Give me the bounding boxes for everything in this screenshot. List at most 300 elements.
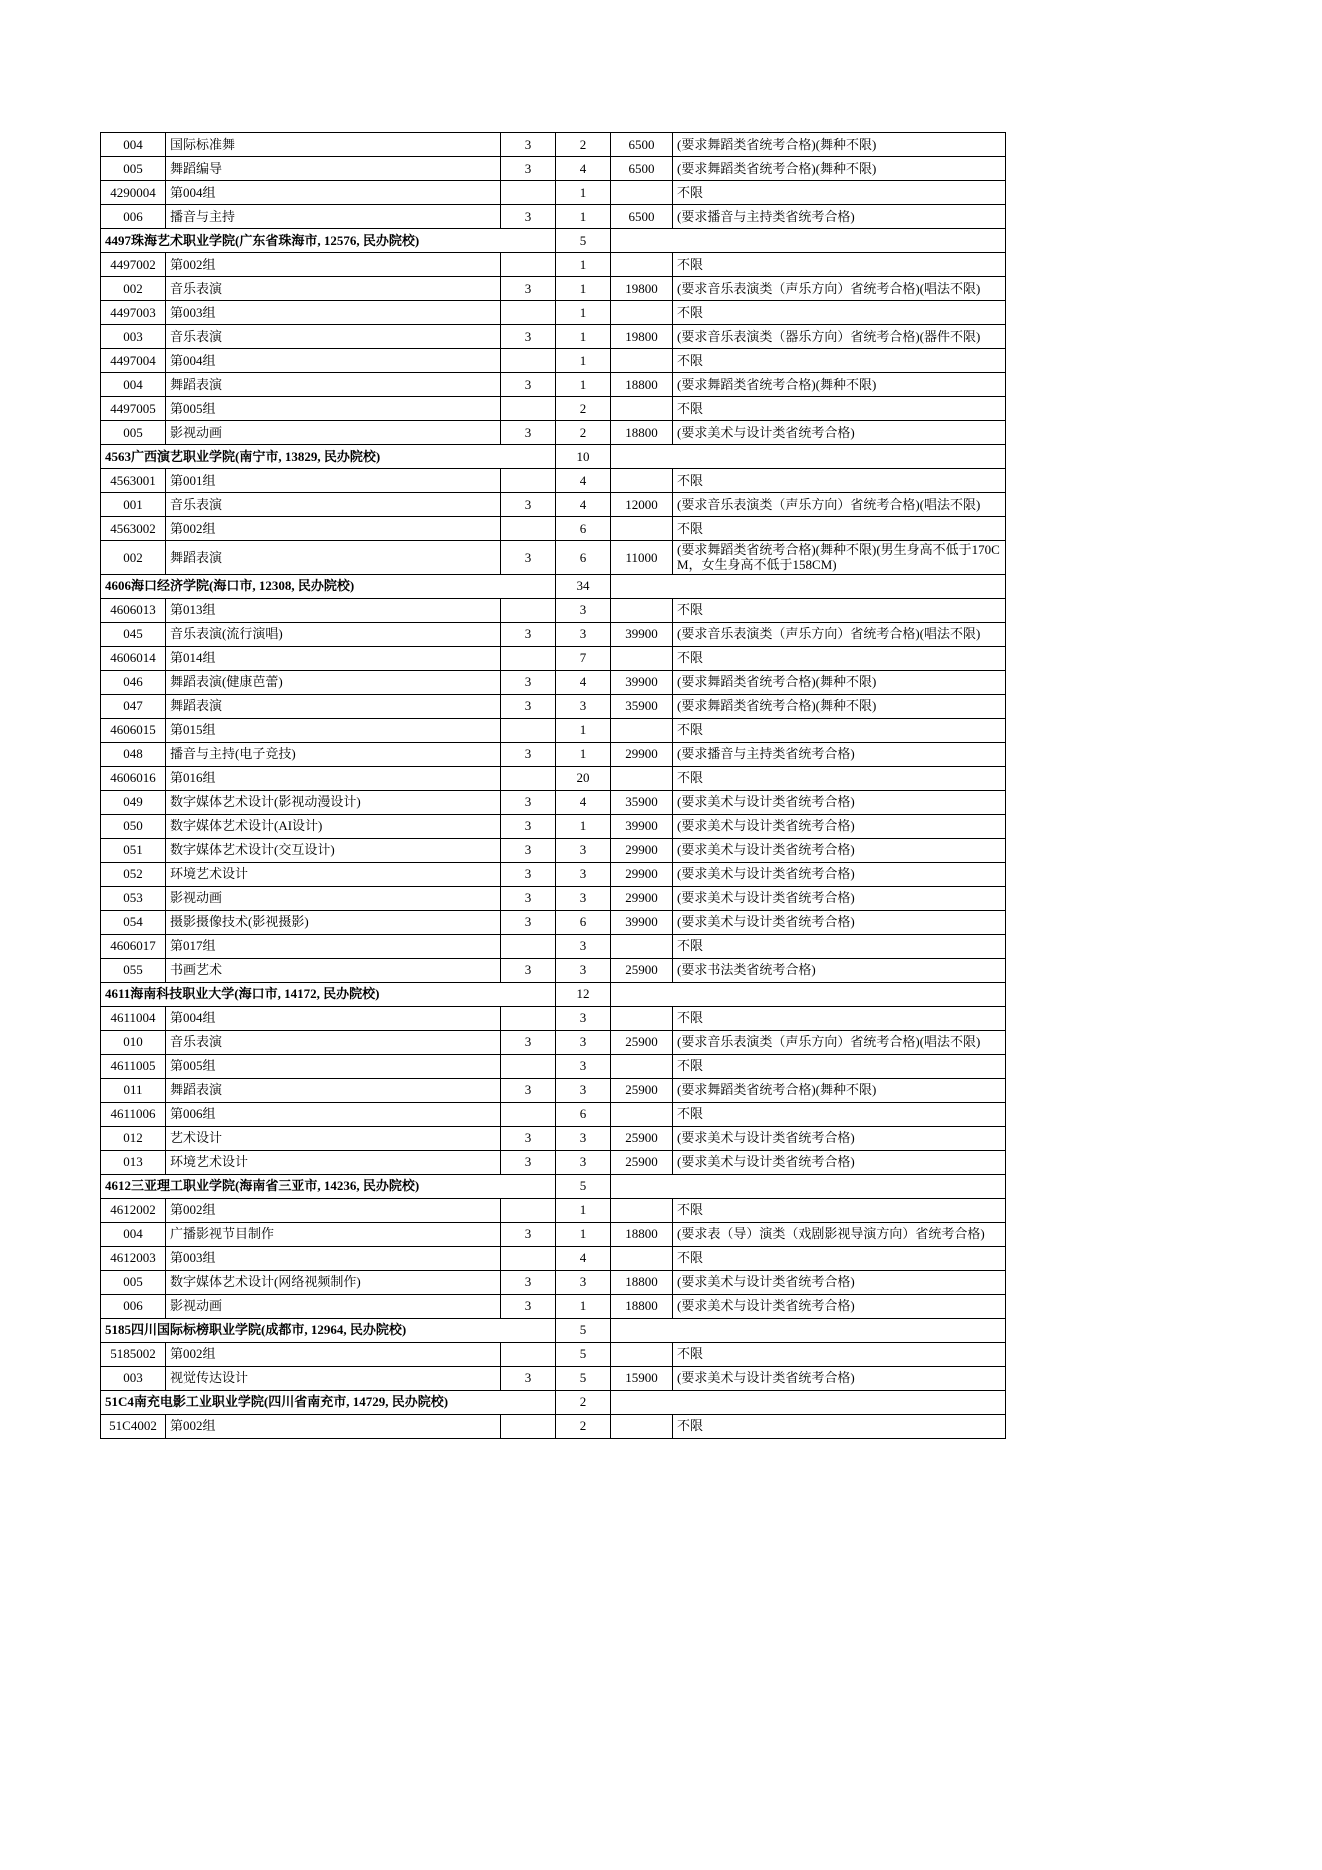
school-row [101, 1390, 1006, 1414]
group-restriction-cell: 不限 [673, 718, 1006, 742]
group-count-cell: 6 [556, 1102, 611, 1126]
plan-count-cell: 3 [556, 1150, 611, 1174]
group-name-cell: 第005组 [166, 397, 501, 421]
group-restriction-cell: 不限 [673, 1246, 1006, 1270]
group-row [101, 1102, 1006, 1126]
study-years-cell: 3 [501, 742, 556, 766]
major-name-cell: 舞蹈表演 [166, 373, 501, 397]
study-years-cell: 3 [501, 373, 556, 397]
plan-count-cell: 1 [556, 742, 611, 766]
major-code-cell: 047 [101, 694, 166, 718]
group-count-cell: 1 [556, 181, 611, 205]
plan-count-cell: 3 [556, 694, 611, 718]
group-restriction-cell: 不限 [673, 1102, 1006, 1126]
empty-fee-cell [611, 598, 673, 622]
major-name-cell: 影视动画 [166, 886, 501, 910]
empty-fee-cell [611, 181, 673, 205]
group-restriction-cell: 不限 [673, 301, 1006, 325]
group-name-cell: 第003组 [166, 1246, 501, 1270]
empty-fee-cell [611, 397, 673, 421]
study-years-cell: 3 [501, 670, 556, 694]
plan-count-cell: 3 [556, 862, 611, 886]
group-code-cell: 4606016 [101, 766, 166, 790]
requirement-cell: (要求播音与主持类省统考合格) [673, 205, 1006, 229]
group-row [101, 598, 1006, 622]
tuition-fee-cell: 18800 [611, 1294, 673, 1318]
plan-count-cell: 1 [556, 1222, 611, 1246]
group-code-cell: 51C4002 [101, 1414, 166, 1438]
tuition-fee-cell: 18800 [611, 1270, 673, 1294]
group-count-cell: 6 [556, 517, 611, 541]
empty-years-cell [501, 1414, 556, 1438]
group-code-cell: 4290004 [101, 181, 166, 205]
tuition-fee-cell: 35900 [611, 790, 673, 814]
requirement-cell: (要求舞蹈类省统考合格)(舞种不限)(男生身高不低于170CM，女生身高不低于158CM) [673, 541, 1006, 575]
study-years-cell: 3 [501, 1078, 556, 1102]
major-name-cell: 影视动画 [166, 1294, 501, 1318]
plan-count-cell: 3 [556, 1078, 611, 1102]
major-name-cell: 数字媒体艺术设计(影视动漫设计) [166, 790, 501, 814]
plan-count-cell: 3 [556, 622, 611, 646]
program-row [101, 622, 1006, 646]
requirement-cell: (要求美术与设计类省统考合格) [673, 886, 1006, 910]
group-restriction-cell: 不限 [673, 397, 1006, 421]
major-code-cell: 010 [101, 1030, 166, 1054]
group-name-cell: 第015组 [166, 718, 501, 742]
requirement-cell: (要求音乐表演类（声乐方向）省统考合格)(唱法不限) [673, 277, 1006, 301]
group-row [101, 1342, 1006, 1366]
plan-count-cell: 4 [556, 670, 611, 694]
group-name-cell: 第003组 [166, 301, 501, 325]
major-name-cell: 舞蹈表演(健康芭蕾) [166, 670, 501, 694]
group-name-cell: 第004组 [166, 181, 501, 205]
group-code-cell: 4611004 [101, 1006, 166, 1030]
major-code-cell: 006 [101, 205, 166, 229]
plan-count-cell: 1 [556, 325, 611, 349]
program-row [101, 1366, 1006, 1390]
school-plan-count-cell: 34 [556, 574, 611, 598]
tuition-fee-cell: 39900 [611, 910, 673, 934]
study-years-cell: 3 [501, 133, 556, 157]
group-restriction-cell: 不限 [673, 934, 1006, 958]
tuition-fee-cell: 11000 [611, 541, 673, 575]
tuition-fee-cell: 29900 [611, 886, 673, 910]
school-name-cell: 5185四川国际标榜职业学院(成都市, 12964, 民办院校) [101, 1318, 556, 1342]
program-row [101, 1270, 1006, 1294]
program-row [101, 670, 1006, 694]
tuition-fee-cell: 25900 [611, 958, 673, 982]
major-name-cell: 数字媒体艺术设计(网络视频制作) [166, 1270, 501, 1294]
group-count-cell: 1 [556, 1198, 611, 1222]
group-code-cell: 4606017 [101, 934, 166, 958]
empty-fee-cell [611, 301, 673, 325]
major-code-cell: 011 [101, 1078, 166, 1102]
empty-years-cell [501, 1246, 556, 1270]
group-name-cell: 第001组 [166, 469, 501, 493]
plan-count-cell: 1 [556, 373, 611, 397]
group-name-cell: 第006组 [166, 1102, 501, 1126]
empty-fee-cell [611, 1198, 673, 1222]
tuition-fee-cell: 29900 [611, 838, 673, 862]
group-count-cell: 4 [556, 1246, 611, 1270]
school-empty-cell [611, 445, 1006, 469]
major-code-cell: 046 [101, 670, 166, 694]
empty-fee-cell [611, 718, 673, 742]
school-row [101, 574, 1006, 598]
program-row [101, 421, 1006, 445]
requirement-cell: (要求舞蹈类省统考合格)(舞种不限) [673, 694, 1006, 718]
group-row [101, 301, 1006, 325]
school-name-cell: 4563广西演艺职业学院(南宁市, 13829, 民办院校) [101, 445, 556, 469]
requirement-cell: (要求音乐表演类（声乐方向）省统考合格)(唱法不限) [673, 493, 1006, 517]
program-row [101, 493, 1006, 517]
group-count-cell: 20 [556, 766, 611, 790]
program-row [101, 790, 1006, 814]
requirement-cell: (要求美术与设计类省统考合格) [673, 421, 1006, 445]
major-code-cell: 001 [101, 493, 166, 517]
empty-years-cell [501, 934, 556, 958]
group-code-cell: 4563001 [101, 469, 166, 493]
study-years-cell: 3 [501, 277, 556, 301]
empty-years-cell [501, 1006, 556, 1030]
requirement-cell: (要求音乐表演类（声乐方向）省统考合格)(唱法不限) [673, 1030, 1006, 1054]
group-row [101, 718, 1006, 742]
group-restriction-cell: 不限 [673, 1342, 1006, 1366]
tuition-fee-cell: 6500 [611, 133, 673, 157]
study-years-cell: 3 [501, 1150, 556, 1174]
program-row [101, 157, 1006, 181]
requirement-cell: (要求舞蹈类省统考合格)(舞种不限) [673, 157, 1006, 181]
plan-count-cell: 1 [556, 1294, 611, 1318]
major-name-cell: 播音与主持(电子竞技) [166, 742, 501, 766]
group-code-cell: 4606014 [101, 646, 166, 670]
school-empty-cell [611, 574, 1006, 598]
empty-fee-cell [611, 1414, 673, 1438]
group-code-cell: 4606013 [101, 598, 166, 622]
major-code-cell: 005 [101, 157, 166, 181]
major-name-cell: 环境艺术设计 [166, 862, 501, 886]
tuition-fee-cell: 25900 [611, 1078, 673, 1102]
school-name-cell: 4611海南科技职业大学(海口市, 14172, 民办院校) [101, 982, 556, 1006]
empty-fee-cell [611, 766, 673, 790]
group-count-cell: 3 [556, 598, 611, 622]
requirement-cell: (要求美术与设计类省统考合格) [673, 1366, 1006, 1390]
study-years-cell: 3 [501, 838, 556, 862]
tuition-fee-cell: 25900 [611, 1150, 673, 1174]
empty-years-cell [501, 1198, 556, 1222]
program-row [101, 742, 1006, 766]
group-name-cell: 第017组 [166, 934, 501, 958]
group-row [101, 934, 1006, 958]
tuition-fee-cell: 29900 [611, 862, 673, 886]
study-years-cell: 3 [501, 205, 556, 229]
study-years-cell: 3 [501, 1126, 556, 1150]
empty-years-cell [501, 397, 556, 421]
group-code-cell: 4612003 [101, 1246, 166, 1270]
school-name-cell: 4612三亚理工职业学院(海南省三亚市, 14236, 民办院校) [101, 1174, 556, 1198]
tuition-fee-cell: 25900 [611, 1126, 673, 1150]
major-name-cell: 影视动画 [166, 421, 501, 445]
plan-count-cell: 2 [556, 421, 611, 445]
major-code-cell: 050 [101, 814, 166, 838]
major-code-cell: 004 [101, 373, 166, 397]
tuition-fee-cell: 19800 [611, 277, 673, 301]
group-count-cell: 3 [556, 1006, 611, 1030]
group-row [101, 1198, 1006, 1222]
group-count-cell: 2 [556, 1414, 611, 1438]
group-name-cell: 第005组 [166, 1054, 501, 1078]
empty-fee-cell [611, 934, 673, 958]
group-row [101, 181, 1006, 205]
group-code-cell: 4497002 [101, 253, 166, 277]
tuition-fee-cell: 18800 [611, 1222, 673, 1246]
program-row [101, 133, 1006, 157]
study-years-cell: 3 [501, 790, 556, 814]
plan-count-cell: 3 [556, 886, 611, 910]
empty-fee-cell [611, 646, 673, 670]
major-name-cell: 广播影视节目制作 [166, 1222, 501, 1246]
requirement-cell: (要求美术与设计类省统考合格) [673, 862, 1006, 886]
major-code-cell: 054 [101, 910, 166, 934]
major-name-cell: 舞蹈表演 [166, 541, 501, 575]
tuition-fee-cell: 25900 [611, 1030, 673, 1054]
empty-fee-cell [611, 1054, 673, 1078]
study-years-cell: 3 [501, 325, 556, 349]
group-code-cell: 4497004 [101, 349, 166, 373]
group-row [101, 253, 1006, 277]
study-years-cell: 3 [501, 694, 556, 718]
study-years-cell: 3 [501, 958, 556, 982]
school-empty-cell [611, 982, 1006, 1006]
group-name-cell: 第013组 [166, 598, 501, 622]
school-row [101, 1318, 1006, 1342]
major-code-cell: 006 [101, 1294, 166, 1318]
study-years-cell: 3 [501, 541, 556, 575]
group-code-cell: 4611005 [101, 1054, 166, 1078]
major-code-cell: 005 [101, 421, 166, 445]
school-empty-cell [611, 1174, 1006, 1198]
plan-count-cell: 2 [556, 133, 611, 157]
group-restriction-cell: 不限 [673, 1054, 1006, 1078]
study-years-cell: 3 [501, 1222, 556, 1246]
program-row [101, 1294, 1006, 1318]
group-name-cell: 第002组 [166, 1414, 501, 1438]
plan-count-cell: 3 [556, 1270, 611, 1294]
empty-years-cell [501, 646, 556, 670]
requirement-cell: (要求播音与主持类省统考合格) [673, 742, 1006, 766]
tuition-fee-cell: 39900 [611, 622, 673, 646]
group-restriction-cell: 不限 [673, 1198, 1006, 1222]
study-years-cell: 3 [501, 421, 556, 445]
major-code-cell: 003 [101, 325, 166, 349]
plan-count-cell: 3 [556, 1126, 611, 1150]
empty-years-cell [501, 1342, 556, 1366]
tuition-fee-cell: 6500 [611, 205, 673, 229]
group-restriction-cell: 不限 [673, 349, 1006, 373]
tuition-fee-cell: 29900 [611, 742, 673, 766]
study-years-cell: 3 [501, 493, 556, 517]
study-years-cell: 3 [501, 622, 556, 646]
major-code-cell: 012 [101, 1126, 166, 1150]
group-code-cell: 4606015 [101, 718, 166, 742]
tuition-fee-cell: 35900 [611, 694, 673, 718]
group-row [101, 517, 1006, 541]
group-count-cell: 3 [556, 934, 611, 958]
requirement-cell: (要求美术与设计类省统考合格) [673, 1294, 1006, 1318]
requirement-cell: (要求表（导）演类（戏剧影视导演方向）省统考合格) [673, 1222, 1006, 1246]
group-name-cell: 第016组 [166, 766, 501, 790]
empty-years-cell [501, 766, 556, 790]
requirement-cell: (要求舞蹈类省统考合格)(舞种不限) [673, 1078, 1006, 1102]
requirement-cell: (要求美术与设计类省统考合格) [673, 1126, 1006, 1150]
school-plan-count-cell: 5 [556, 229, 611, 253]
plan-count-cell: 3 [556, 958, 611, 982]
empty-years-cell [501, 301, 556, 325]
group-restriction-cell: 不限 [673, 1414, 1006, 1438]
major-code-cell: 052 [101, 862, 166, 886]
empty-fee-cell [611, 1006, 673, 1030]
program-row [101, 277, 1006, 301]
empty-fee-cell [611, 517, 673, 541]
group-row [101, 349, 1006, 373]
empty-years-cell [501, 1102, 556, 1126]
study-years-cell: 3 [501, 1030, 556, 1054]
group-count-cell: 5 [556, 1342, 611, 1366]
requirement-cell: (要求舞蹈类省统考合格)(舞种不限) [673, 373, 1006, 397]
program-row [101, 838, 1006, 862]
program-row [101, 814, 1006, 838]
group-code-cell: 4611006 [101, 1102, 166, 1126]
group-name-cell: 第002组 [166, 1342, 501, 1366]
major-name-cell: 舞蹈表演 [166, 1078, 501, 1102]
plan-table-body [101, 133, 1006, 1439]
plan-count-cell: 3 [556, 1030, 611, 1054]
empty-fee-cell [611, 1102, 673, 1126]
plan-count-cell: 1 [556, 205, 611, 229]
empty-fee-cell [611, 349, 673, 373]
group-row [101, 1054, 1006, 1078]
requirement-cell: (要求美术与设计类省统考合格) [673, 838, 1006, 862]
group-name-cell: 第014组 [166, 646, 501, 670]
group-code-cell: 4563002 [101, 517, 166, 541]
group-row [101, 1246, 1006, 1270]
program-row [101, 325, 1006, 349]
empty-years-cell [501, 517, 556, 541]
group-restriction-cell: 不限 [673, 1006, 1006, 1030]
program-row [101, 205, 1006, 229]
requirement-cell: (要求舞蹈类省统考合格)(舞种不限) [673, 133, 1006, 157]
empty-fee-cell [611, 469, 673, 493]
school-row [101, 229, 1006, 253]
group-restriction-cell: 不限 [673, 253, 1006, 277]
major-name-cell: 音乐表演 [166, 493, 501, 517]
group-code-cell: 5185002 [101, 1342, 166, 1366]
study-years-cell: 3 [501, 814, 556, 838]
requirement-cell: (要求书法类省统考合格) [673, 958, 1006, 982]
group-code-cell: 4497003 [101, 301, 166, 325]
major-name-cell: 书画艺术 [166, 958, 501, 982]
school-empty-cell [611, 1390, 1006, 1414]
program-row [101, 862, 1006, 886]
empty-years-cell [501, 1054, 556, 1078]
requirement-cell: (要求美术与设计类省统考合格) [673, 910, 1006, 934]
major-name-cell: 国际标准舞 [166, 133, 501, 157]
major-code-cell: 002 [101, 277, 166, 301]
major-code-cell: 002 [101, 541, 166, 575]
major-code-cell: 055 [101, 958, 166, 982]
plan-count-cell: 6 [556, 541, 611, 575]
group-code-cell: 4497005 [101, 397, 166, 421]
group-name-cell: 第002组 [166, 253, 501, 277]
major-name-cell: 舞蹈编导 [166, 157, 501, 181]
major-name-cell: 播音与主持 [166, 205, 501, 229]
group-code-cell: 4612002 [101, 1198, 166, 1222]
study-years-cell: 3 [501, 886, 556, 910]
tuition-fee-cell: 6500 [611, 157, 673, 181]
group-count-cell: 2 [556, 397, 611, 421]
major-name-cell: 环境艺术设计 [166, 1150, 501, 1174]
group-restriction-cell: 不限 [673, 517, 1006, 541]
program-row [101, 373, 1006, 397]
major-name-cell: 音乐表演 [166, 325, 501, 349]
tuition-fee-cell: 39900 [611, 670, 673, 694]
empty-years-cell [501, 718, 556, 742]
program-row [101, 1150, 1006, 1174]
study-years-cell: 3 [501, 1270, 556, 1294]
major-name-cell: 艺术设计 [166, 1126, 501, 1150]
empty-fee-cell [611, 253, 673, 277]
requirement-cell: (要求美术与设计类省统考合格) [673, 814, 1006, 838]
major-code-cell: 005 [101, 1270, 166, 1294]
school-row [101, 1174, 1006, 1198]
major-code-cell: 045 [101, 622, 166, 646]
group-restriction-cell: 不限 [673, 646, 1006, 670]
major-code-cell: 049 [101, 790, 166, 814]
program-row [101, 958, 1006, 982]
group-count-cell: 4 [556, 469, 611, 493]
group-row [101, 469, 1006, 493]
major-name-cell: 音乐表演 [166, 277, 501, 301]
plan-count-cell: 4 [556, 493, 611, 517]
admission-plan-table [100, 132, 1006, 1439]
major-code-cell: 051 [101, 838, 166, 862]
tuition-fee-cell: 39900 [611, 814, 673, 838]
school-row [101, 445, 1006, 469]
plan-count-cell: 1 [556, 277, 611, 301]
major-name-cell: 视觉传达设计 [166, 1366, 501, 1390]
empty-fee-cell [611, 1342, 673, 1366]
tuition-fee-cell: 19800 [611, 325, 673, 349]
tuition-fee-cell: 15900 [611, 1366, 673, 1390]
major-name-cell: 数字媒体艺术设计(AI设计) [166, 814, 501, 838]
empty-years-cell [501, 349, 556, 373]
plan-count-cell: 3 [556, 838, 611, 862]
major-code-cell: 003 [101, 1366, 166, 1390]
group-row [101, 646, 1006, 670]
major-name-cell: 音乐表演(流行演唱) [166, 622, 501, 646]
group-count-cell: 7 [556, 646, 611, 670]
group-row [101, 766, 1006, 790]
group-count-cell: 3 [556, 1054, 611, 1078]
empty-years-cell [501, 598, 556, 622]
requirement-cell: (要求美术与设计类省统考合格) [673, 1150, 1006, 1174]
tuition-fee-cell: 12000 [611, 493, 673, 517]
program-row [101, 541, 1006, 575]
program-row [101, 1078, 1006, 1102]
group-count-cell: 1 [556, 718, 611, 742]
study-years-cell: 3 [501, 1366, 556, 1390]
requirement-cell: (要求音乐表演类（声乐方向）省统考合格)(唱法不限) [673, 622, 1006, 646]
